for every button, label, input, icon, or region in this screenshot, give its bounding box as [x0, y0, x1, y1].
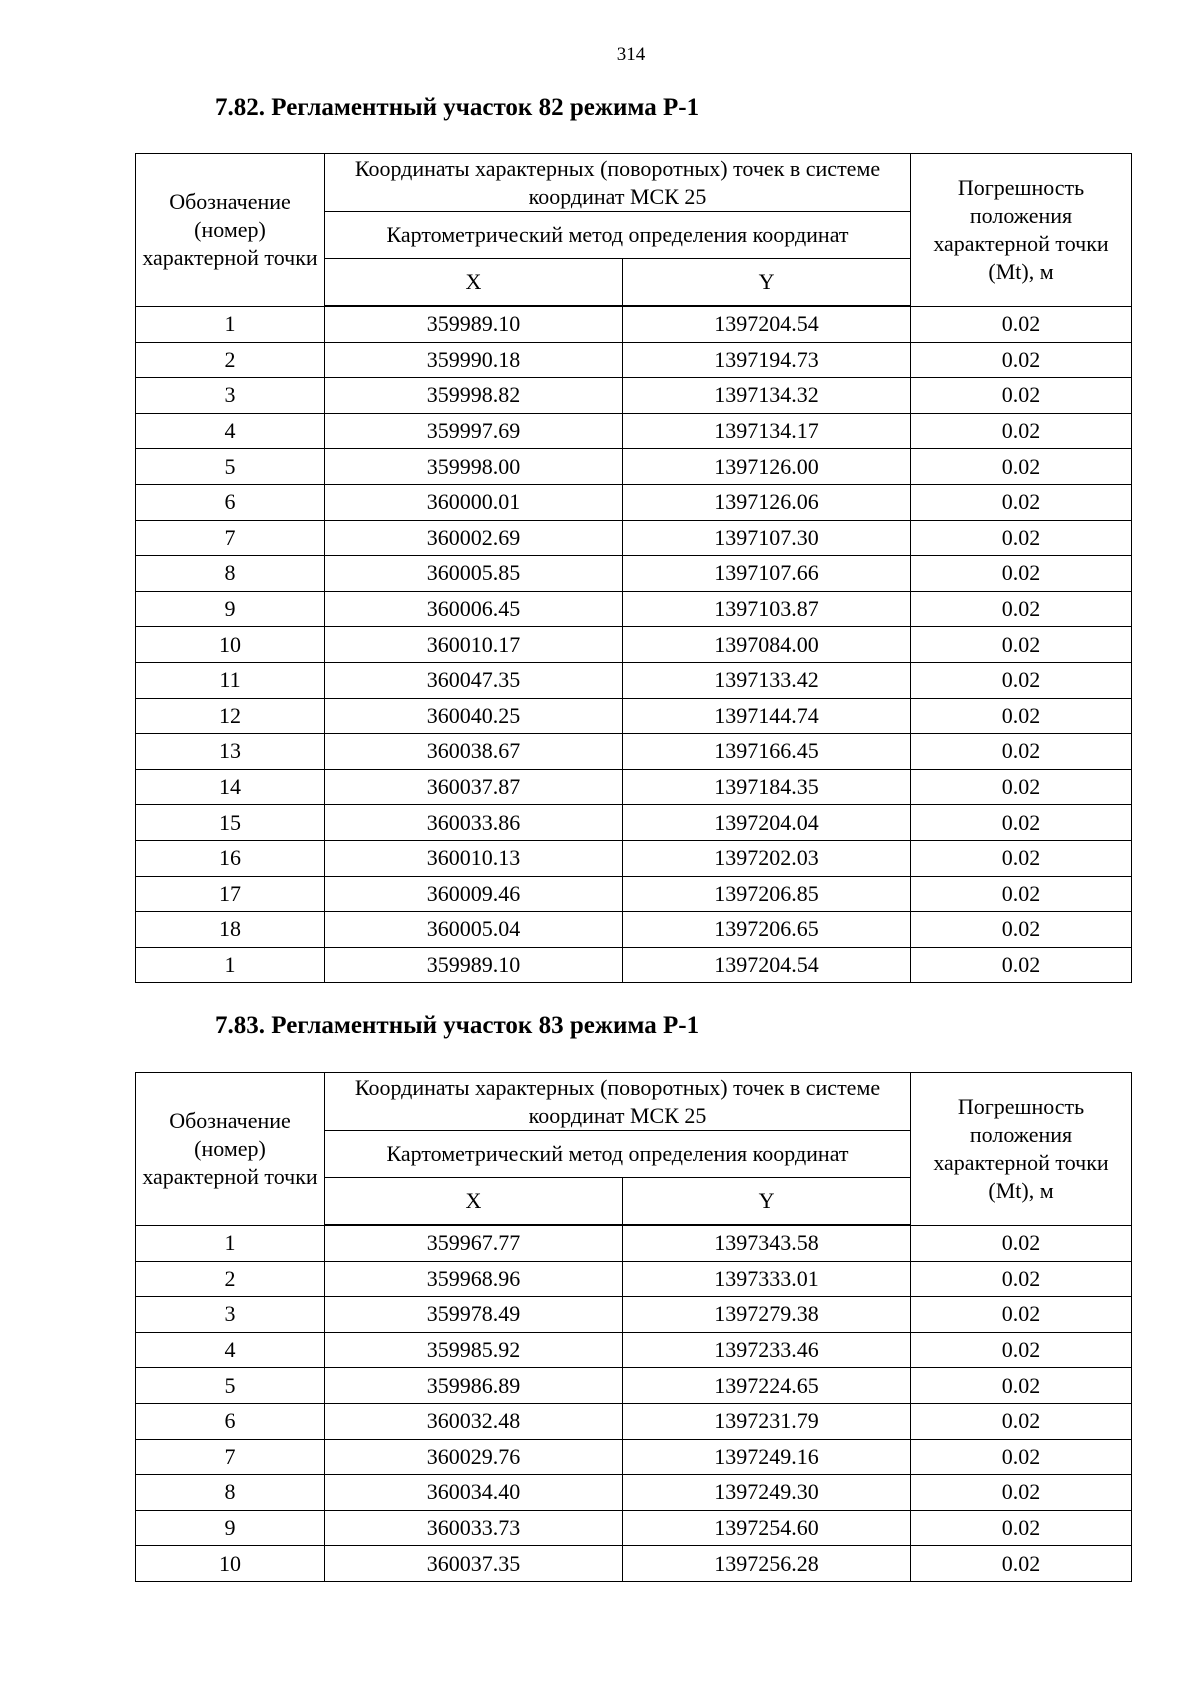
- table-row: [136, 627, 1132, 663]
- error-value: 0.02: [911, 1403, 1132, 1439]
- header-error: Погрешность положения характерной точки (Mt), м: [911, 154, 1132, 307]
- y-coordinate: 1397202.03: [623, 840, 911, 876]
- table-row: [136, 876, 1132, 912]
- y-coordinate: 1397204.54: [623, 947, 911, 983]
- y-coordinate: 1397231.79: [623, 1403, 911, 1439]
- header-y: Y: [623, 1178, 911, 1226]
- y-coordinate: 1397279.38: [623, 1297, 911, 1333]
- x-coordinate: 360006.45: [325, 591, 623, 627]
- point-number: 2: [136, 1261, 325, 1297]
- x-coordinate: 359998.82: [325, 378, 623, 414]
- y-coordinate: 1397233.46: [623, 1332, 911, 1368]
- x-coordinate: 360040.25: [325, 698, 623, 734]
- x-coordinate: 359967.77: [325, 1225, 623, 1261]
- x-coordinate: 359986.89: [325, 1368, 623, 1404]
- table-row: [136, 912, 1132, 948]
- y-coordinate: 1397144.74: [623, 698, 911, 734]
- error-value: 0.02: [911, 449, 1132, 485]
- error-value: 0.02: [911, 1510, 1132, 1546]
- point-number: 5: [136, 1368, 325, 1404]
- x-coordinate: 359985.92: [325, 1332, 623, 1368]
- table-row: [136, 734, 1132, 770]
- y-coordinate: 1397166.45: [623, 734, 911, 770]
- page-number: 314: [616, 44, 646, 65]
- table-row: [136, 840, 1132, 876]
- point-number: 1: [136, 947, 325, 983]
- x-coordinate: 360037.35: [325, 1546, 623, 1582]
- error-value: 0.02: [911, 1332, 1132, 1368]
- error-value: 0.02: [911, 912, 1132, 948]
- error-value: 0.02: [911, 591, 1132, 627]
- y-coordinate: 1397249.30: [623, 1475, 911, 1511]
- table-row: [136, 520, 1132, 556]
- x-coordinate: 360005.04: [325, 912, 623, 948]
- point-number: 2: [136, 342, 325, 378]
- x-coordinate: 360047.35: [325, 662, 623, 698]
- error-value: 0.02: [911, 556, 1132, 592]
- point-number: 17: [136, 876, 325, 912]
- table-body-82: [136, 306, 1132, 983]
- header-coords: Координаты характерных (поворотных) точек в системе координат МСК 25: [325, 154, 911, 212]
- x-coordinate: 360037.87: [325, 769, 623, 805]
- table-row: [136, 947, 1132, 983]
- table-row: [136, 378, 1132, 414]
- point-number: 6: [136, 1403, 325, 1439]
- point-number: 4: [136, 1332, 325, 1368]
- error-value: 0.02: [911, 1261, 1132, 1297]
- table-row: [136, 306, 1132, 342]
- point-number: 7: [136, 520, 325, 556]
- point-number: 4: [136, 413, 325, 449]
- section-title-82: 7.82. Регламентный участок 82 режима Р-1: [215, 94, 700, 121]
- table-row: [136, 413, 1132, 449]
- y-coordinate: 1397204.04: [623, 805, 911, 841]
- error-value: 0.02: [911, 378, 1132, 414]
- y-coordinate: 1397126.00: [623, 449, 911, 485]
- error-value: 0.02: [911, 413, 1132, 449]
- coords-table-82: [135, 153, 1132, 983]
- point-number: 11: [136, 662, 325, 698]
- y-coordinate: 1397254.60: [623, 1510, 911, 1546]
- x-coordinate: 359998.00: [325, 449, 623, 485]
- table-row: [136, 1510, 1132, 1546]
- error-value: 0.02: [911, 1439, 1132, 1475]
- y-coordinate: 1397224.65: [623, 1368, 911, 1404]
- header-point: Обозначение (номер) характерной точки: [136, 1073, 325, 1226]
- x-coordinate: 360033.86: [325, 805, 623, 841]
- header-coords: Координаты характерных (поворотных) точек в системе координат МСК 25: [325, 1073, 911, 1131]
- x-coordinate: 360009.46: [325, 876, 623, 912]
- error-value: 0.02: [911, 769, 1132, 805]
- header-x: X: [325, 259, 623, 307]
- error-value: 0.02: [911, 805, 1132, 841]
- x-coordinate: 360010.13: [325, 840, 623, 876]
- point-number: 8: [136, 1475, 325, 1511]
- x-coordinate: 360032.48: [325, 1403, 623, 1439]
- x-coordinate: 359989.10: [325, 947, 623, 983]
- error-value: 0.02: [911, 734, 1132, 770]
- x-coordinate: 359978.49: [325, 1297, 623, 1333]
- point-number: 18: [136, 912, 325, 948]
- point-number: 8: [136, 556, 325, 592]
- header-point: Обозначение (номер) характерной точки: [136, 154, 325, 307]
- y-coordinate: 1397103.87: [623, 591, 911, 627]
- table-row: [136, 1546, 1132, 1582]
- y-coordinate: 1397133.42: [623, 662, 911, 698]
- error-value: 0.02: [911, 520, 1132, 556]
- point-number: 9: [136, 591, 325, 627]
- header-method: Картометрический метод определения координат: [325, 1131, 911, 1178]
- error-value: 0.02: [911, 306, 1132, 342]
- x-coordinate: 360029.76: [325, 1439, 623, 1475]
- table-row: [136, 1403, 1132, 1439]
- table-row: [136, 484, 1132, 520]
- point-number: 12: [136, 698, 325, 734]
- y-coordinate: 1397194.73: [623, 342, 911, 378]
- table-row: [136, 342, 1132, 378]
- x-coordinate: 360005.85: [325, 556, 623, 592]
- point-number: 16: [136, 840, 325, 876]
- x-coordinate: 360033.73: [325, 1510, 623, 1546]
- table-row: [136, 698, 1132, 734]
- x-coordinate: 359989.10: [325, 306, 623, 342]
- table-row: [136, 1297, 1132, 1333]
- table-row: [136, 1332, 1132, 1368]
- y-coordinate: 1397206.65: [623, 912, 911, 948]
- y-coordinate: 1397134.17: [623, 413, 911, 449]
- point-number: 15: [136, 805, 325, 841]
- x-coordinate: 359990.18: [325, 342, 623, 378]
- point-number: 3: [136, 378, 325, 414]
- x-coordinate: 360002.69: [325, 520, 623, 556]
- point-number: 3: [136, 1297, 325, 1333]
- error-value: 0.02: [911, 1225, 1132, 1261]
- x-coordinate: 360034.40: [325, 1475, 623, 1511]
- table-row: [136, 591, 1132, 627]
- point-number: 13: [136, 734, 325, 770]
- table-row: [136, 1368, 1132, 1404]
- table-row: [136, 662, 1132, 698]
- header-method: Картометрический метод определения координат: [325, 212, 911, 259]
- error-value: 0.02: [911, 484, 1132, 520]
- y-coordinate: 1397126.06: [623, 484, 911, 520]
- table-row: [136, 1225, 1132, 1261]
- y-coordinate: 1397107.30: [623, 520, 911, 556]
- point-number: 6: [136, 484, 325, 520]
- point-number: 7: [136, 1439, 325, 1475]
- header-error: Погрешность положения характерной точки (Mt), м: [911, 1073, 1132, 1226]
- table-row: [136, 556, 1132, 592]
- y-coordinate: 1397249.16: [623, 1439, 911, 1475]
- y-coordinate: 1397204.54: [623, 306, 911, 342]
- error-value: 0.02: [911, 1368, 1132, 1404]
- x-coordinate: 360000.01: [325, 484, 623, 520]
- error-value: 0.02: [911, 876, 1132, 912]
- x-coordinate: 360038.67: [325, 734, 623, 770]
- y-coordinate: 1397343.58: [623, 1225, 911, 1261]
- section-title-83: 7.83. Регламентный участок 83 режима Р-1: [215, 1012, 700, 1039]
- error-value: 0.02: [911, 1475, 1132, 1511]
- error-value: 0.02: [911, 627, 1132, 663]
- coords-table-83: [135, 1072, 1132, 1582]
- x-coordinate: 360010.17: [325, 627, 623, 663]
- error-value: 0.02: [911, 840, 1132, 876]
- y-coordinate: 1397256.28: [623, 1546, 911, 1582]
- table-row: [136, 1261, 1132, 1297]
- table-row: [136, 769, 1132, 805]
- y-coordinate: 1397134.32: [623, 378, 911, 414]
- header-x: X: [325, 1178, 623, 1226]
- point-number: 1: [136, 306, 325, 342]
- point-number: 14: [136, 769, 325, 805]
- table-row: [136, 1439, 1132, 1475]
- y-coordinate: 1397184.35: [623, 769, 911, 805]
- y-coordinate: 1397206.85: [623, 876, 911, 912]
- error-value: 0.02: [911, 662, 1132, 698]
- y-coordinate: 1397084.00: [623, 627, 911, 663]
- y-coordinate: 1397333.01: [623, 1261, 911, 1297]
- error-value: 0.02: [911, 1297, 1132, 1333]
- table-row: [136, 805, 1132, 841]
- error-value: 0.02: [911, 698, 1132, 734]
- header-y: Y: [623, 259, 911, 307]
- table-row: [136, 1475, 1132, 1511]
- y-coordinate: 1397107.66: [623, 556, 911, 592]
- error-value: 0.02: [911, 947, 1132, 983]
- point-number: 5: [136, 449, 325, 485]
- point-number: 1: [136, 1225, 325, 1261]
- table-row: [136, 449, 1132, 485]
- x-coordinate: 359997.69: [325, 413, 623, 449]
- error-value: 0.02: [911, 1546, 1132, 1582]
- point-number: 9: [136, 1510, 325, 1546]
- error-value: 0.02: [911, 342, 1132, 378]
- x-coordinate: 359968.96: [325, 1261, 623, 1297]
- point-number: 10: [136, 627, 325, 663]
- point-number: 10: [136, 1546, 325, 1582]
- table-body-83: [136, 1225, 1132, 1581]
